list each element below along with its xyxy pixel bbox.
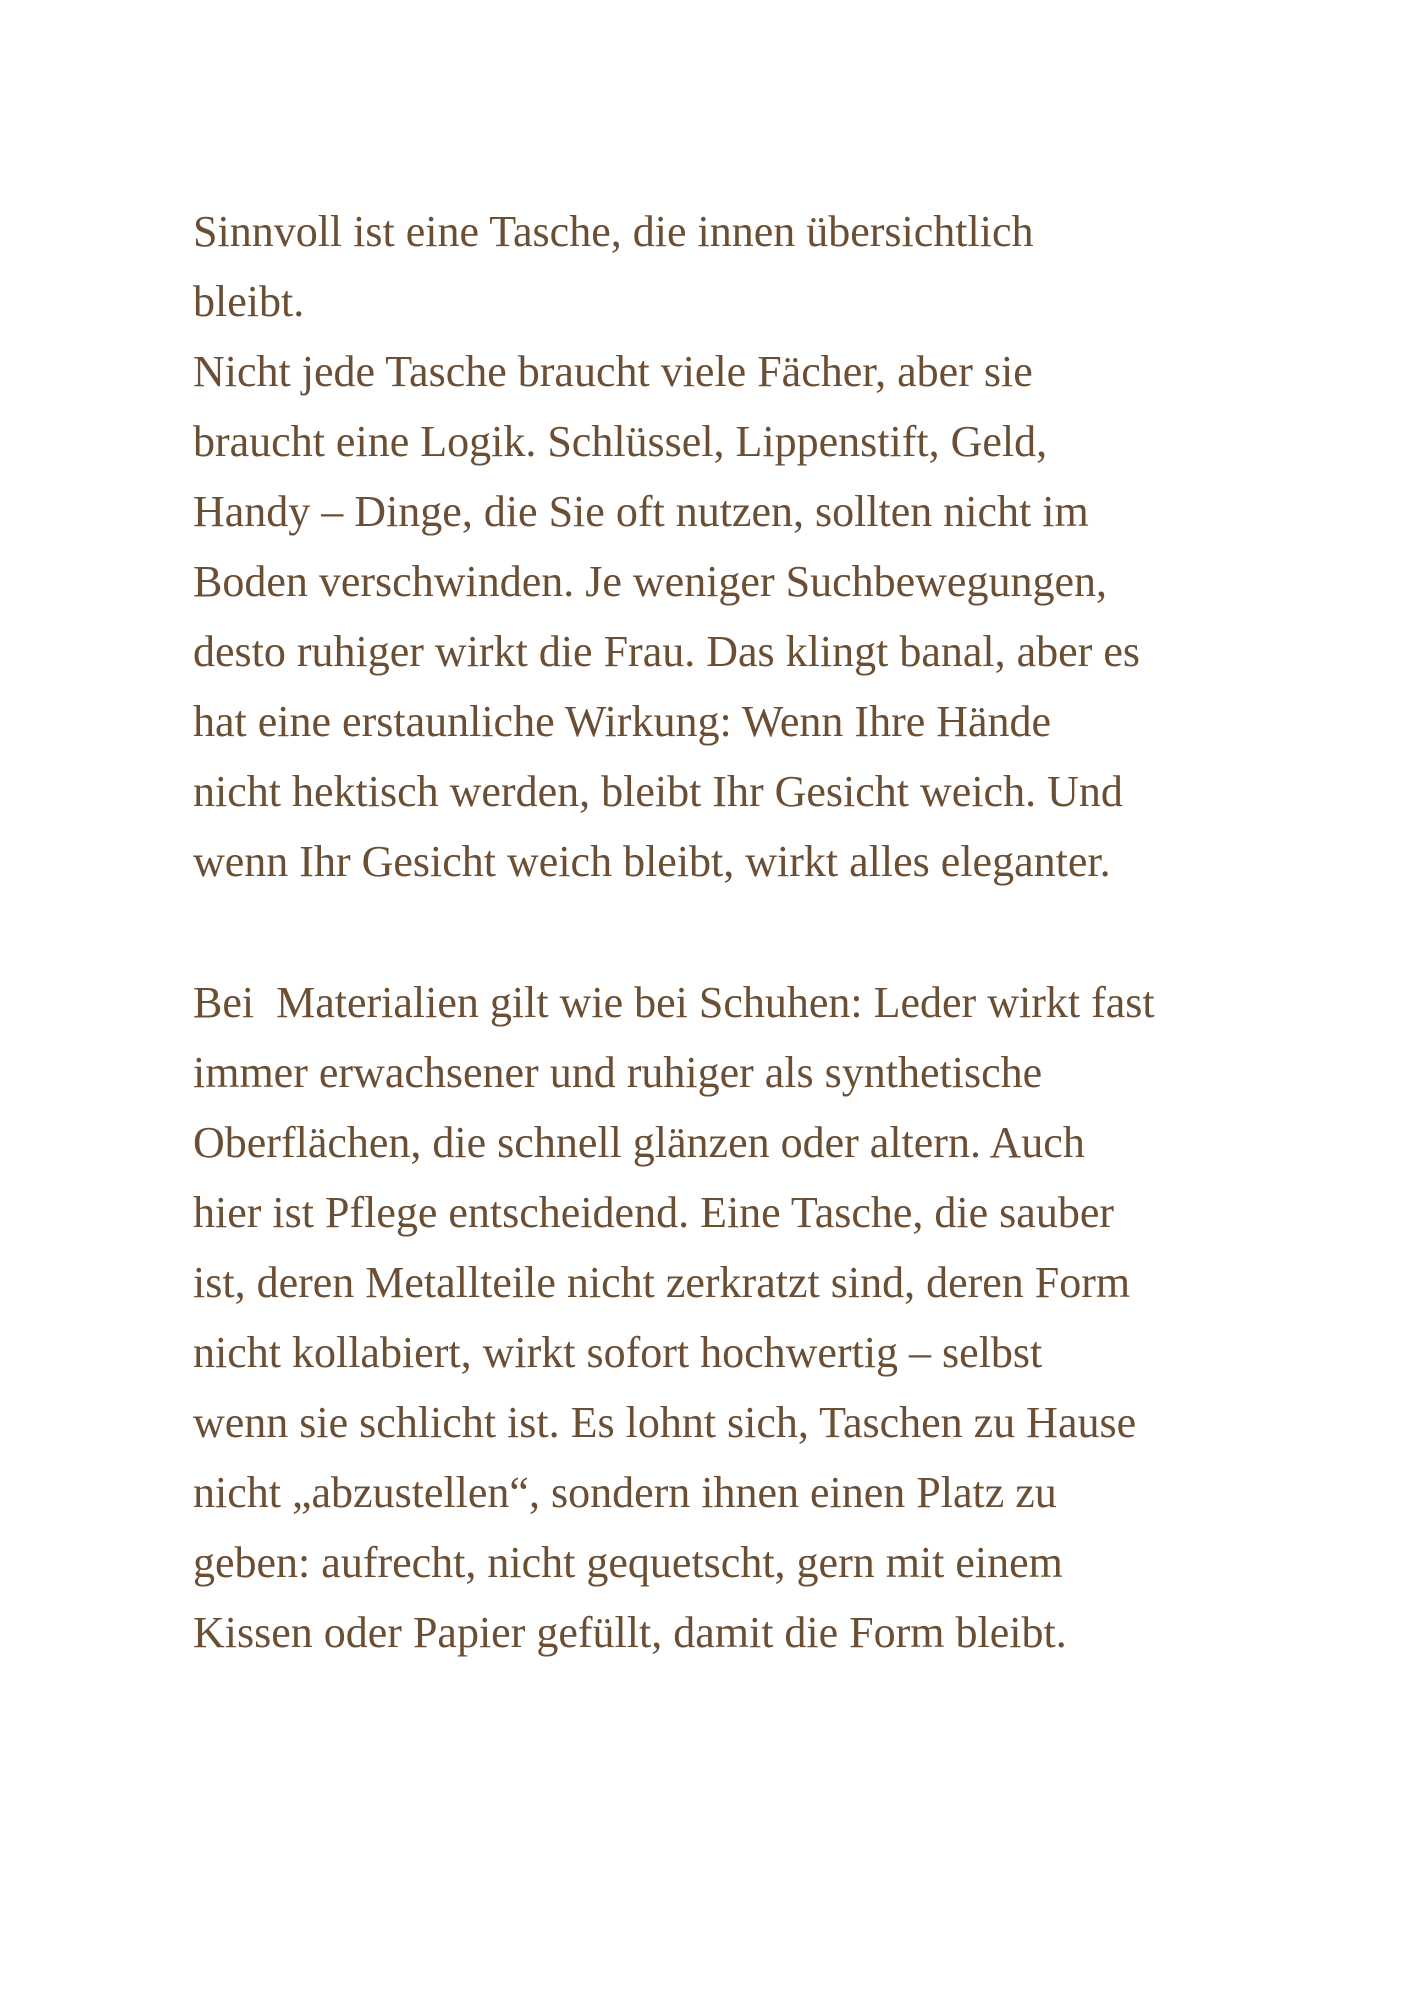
- paragraph-line: Bei Materialien gilt wie bei Schuhen: Leder wirkt fast: [193, 978, 1155, 1027]
- paragraph-line: immer erwachsener und ruhiger als synthetische: [193, 1048, 1043, 1097]
- paragraph-line: desto ruhiger wirkt die Frau. Das klingt banal, aber es: [193, 627, 1140, 676]
- paragraph-line: braucht eine Logik. Schlüssel, Lippenstift, Geld,: [193, 417, 1048, 466]
- paragraph-line: nicht kollabiert, wirkt sofort hochwertig – selbst: [193, 1328, 1043, 1377]
- paragraph-line: wenn Ihr Gesicht weich bleibt, wirkt alles eleganter.: [193, 837, 1111, 886]
- paragraph-2: [193, 968, 1233, 1668]
- paragraph-line: bleibt.: [193, 277, 305, 326]
- paragraph-line: Handy – Dinge, die Sie oft nutzen, sollten nicht im: [193, 487, 1089, 536]
- paragraph-line: geben: aufrecht, nicht gequetscht, gern mit einem: [193, 1538, 1063, 1587]
- paragraph-line: ist, deren Metallteile nicht zerkratzt sind, deren Form: [193, 1258, 1131, 1307]
- paragraph-line: hier ist Pflege entscheidend. Eine Tasche, die sauber: [193, 1188, 1115, 1237]
- paragraph-1: [193, 197, 1233, 897]
- paragraph-line: nicht hektisch werden, bleibt Ihr Gesicht weich. Und: [193, 767, 1123, 816]
- paragraph-line: Boden verschwinden. Je weniger Suchbewegungen,: [193, 557, 1107, 606]
- paragraph-line: Sinnvoll ist eine Tasche, die innen übersichtlich: [193, 207, 1034, 256]
- paragraph-line: Kissen oder Papier gefüllt, damit die Form bleibt.: [193, 1608, 1067, 1657]
- paragraph-line: Oberflächen, die schnell glänzen oder altern. Auch: [193, 1118, 1085, 1167]
- paragraph-line: Nicht jede Tasche braucht viele Fächer, aber sie: [193, 347, 1033, 396]
- paragraph-line: wenn sie schlicht ist. Es lohnt sich, Taschen zu Hause: [193, 1398, 1137, 1447]
- paragraph-line: nicht „abzustellen“, sondern ihnen einen Platz zu: [193, 1468, 1057, 1517]
- paragraph-line: hat eine erstaunliche Wirkung: Wenn Ihre Hände: [193, 697, 1052, 746]
